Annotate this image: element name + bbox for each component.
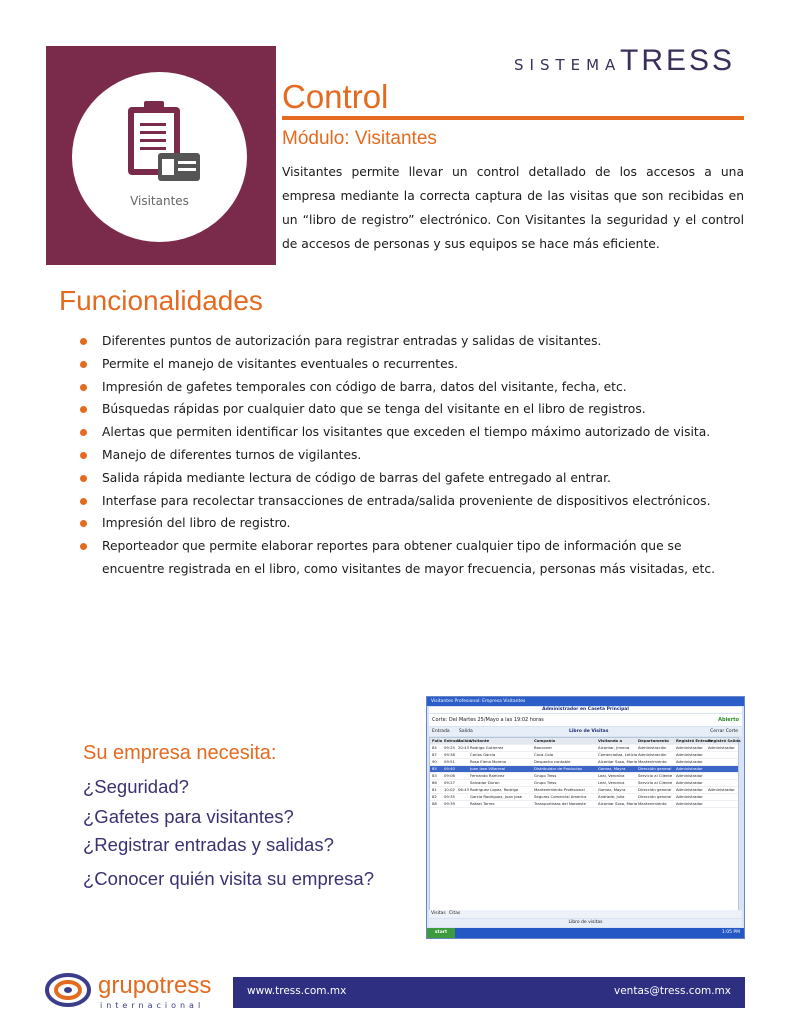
table-cell: Mantenimiento	[638, 801, 667, 806]
email-link[interactable]: ventas@tress.com.mx	[614, 985, 731, 997]
features-list	[78, 330, 718, 581]
table-row[interactable]	[430, 773, 738, 780]
table-cell: Administrador	[676, 759, 703, 764]
table-cell: Coca-Cola	[534, 752, 554, 757]
needs-heading: Su empresa necesita:	[83, 742, 277, 764]
table-row[interactable]	[430, 780, 738, 787]
list-item: Salida rápida mediante lectura de código de barras del gafete entregado al entrar.	[78, 467, 718, 490]
table-cell: 88	[432, 801, 437, 806]
cerrar-corte-button[interactable]: Cerrar Corte	[710, 729, 738, 734]
corte-label: Corte: Del Martes 25/Mayo a las 19:02 horas	[432, 717, 544, 723]
table-cell: Administrador	[708, 787, 735, 792]
table-cell: 09:27	[444, 780, 455, 785]
table-cell: Transportistas del Noroeste	[534, 801, 586, 806]
intro-paragraph: Visitantes permite llevar un control detallado de los accesos a una empresa mediante la correcta captura de las visitas que son recibidas en un “libro de registro” electrónico. Con Visitantes la seguridad y el control de accesos de personas y sus equipos se hace más eficiente.	[282, 165, 744, 251]
table-cell: 09:35	[444, 794, 455, 799]
features-heading: Funcionalidades	[59, 285, 263, 316]
module-hero	[46, 46, 276, 265]
module-badge	[72, 72, 247, 242]
list-item: Impresión del libro de registro.	[78, 512, 718, 535]
bullet-icon	[80, 498, 87, 505]
brand-name: TRESS	[620, 44, 736, 77]
table-cell: 84	[432, 745, 437, 750]
entrada-button[interactable]: Entrada	[432, 729, 450, 734]
table-cell: Rodrigo Gutierrez	[470, 745, 504, 750]
table-cell: 90	[432, 759, 437, 764]
table-cell: Entrada	[444, 738, 461, 743]
clipboard-icon	[122, 97, 202, 192]
table-cell: Servicio al Cliente	[638, 780, 673, 785]
table-cell: 09:40	[444, 766, 455, 771]
bullet-icon	[80, 452, 87, 459]
list-item: Permite el manejo de visitantes eventuales o recurrentes.	[78, 353, 718, 376]
list-item: Interfase para recolectar transacciones de entrada/salida proveniente de dispositivos electrónicos.	[78, 490, 718, 513]
table-row[interactable]	[430, 766, 738, 773]
table-row[interactable]	[430, 752, 738, 759]
table-cell: 09:51	[444, 759, 455, 764]
table-cell: Rafael Torres	[470, 801, 495, 806]
bullet-icon	[80, 406, 87, 413]
grupotress-emblem-icon	[46, 972, 92, 1008]
table-cell: 86	[432, 780, 437, 785]
corte-bar	[429, 714, 742, 726]
table-cell: Rodriguez Lopez, Rodrigo	[470, 787, 519, 792]
list-item: Reporteador que permite elaborar reportes para obtener cualquier tipo de información que se encuentre registrada en el libro, como visitantes de mayor frecuencia, personas más visitadas, etc.	[78, 535, 718, 581]
table-cell: Registró Entrada	[676, 738, 713, 743]
logo-wordmark: grupotress	[98, 972, 212, 999]
table-row[interactable]	[430, 801, 738, 808]
table-cell: Dirección general	[638, 787, 672, 792]
table-cell: Administrador	[708, 745, 735, 750]
table-row[interactable]	[430, 745, 738, 752]
table-cell: Servicio al Cliente	[638, 773, 673, 778]
list-item: Búsquedas rápidas por cualquier dato que se tenga del visitante en el libro de registros.	[78, 398, 718, 421]
table-cell: Alcantar, Jimena	[598, 745, 630, 750]
bullet-icon	[80, 429, 87, 436]
logo-subtitle: internacional	[100, 1001, 205, 1010]
table-cell: 09:39	[444, 801, 455, 806]
table-cell: Gomez, Mayra	[598, 766, 626, 771]
table-cell: 06:43	[458, 787, 469, 792]
list-item: Impresión de gafetes temporales con código de barra, datos del visitante, fecha, etc.	[78, 376, 718, 399]
table-cell: Leal, Veronica	[598, 773, 625, 778]
table-cell: Administrador	[676, 752, 703, 757]
page-title: Control	[282, 78, 389, 115]
table-row[interactable]	[430, 794, 738, 801]
table-cell: Administración	[638, 745, 667, 750]
start-button[interactable]: start	[427, 928, 455, 938]
bullet-icon	[80, 361, 87, 368]
brand-prefix: SISTEMA	[514, 56, 622, 74]
module-badge-label: Visitantes	[130, 194, 189, 208]
need-know-visitors: ¿Conocer quién visita su empresa?	[83, 868, 375, 889]
bullet-icon	[80, 475, 87, 482]
title-rule	[282, 116, 744, 120]
bullet-icon	[80, 520, 87, 527]
list-item: Diferentes puntos de autorización para registrar entradas y salidas de visitantes.	[78, 330, 718, 353]
book-title: Libro de Visitas	[569, 729, 609, 734]
table-cell: Administrador	[676, 745, 703, 750]
table-cell: 09:25	[444, 745, 455, 750]
list-item: Alertas que permiten identificar los visitantes que exceden el tiempo máximo autorizado de visita.	[78, 421, 718, 444]
table-cell: Salida	[458, 738, 472, 743]
window-banner: Administrador en Caseta Principal	[429, 707, 742, 713]
table-cell: Compañía	[534, 738, 556, 743]
bullet-icon	[80, 384, 87, 391]
table-cell: Comercializa, Leticia	[598, 752, 638, 757]
table-cell: Alcantar Sosa, Maria	[598, 759, 638, 764]
status-bar: Libro de visitas	[429, 919, 742, 927]
table-cell: Juan Jose Villarreal	[470, 766, 506, 771]
table-cell: Despacho contable	[534, 759, 571, 764]
table-cell: Folio	[432, 738, 443, 743]
bottom-tabs	[429, 910, 742, 918]
table-cell: 20:43	[458, 745, 469, 750]
table-cell: 09:38	[444, 752, 455, 757]
tab-citas[interactable]: Citas	[449, 911, 461, 916]
table-cell: Rosa Elena Moreno	[470, 759, 507, 764]
table-cell: Visitando a	[598, 738, 623, 743]
table-cell: Registró Salida	[708, 738, 741, 743]
table-cell: Distribuidor de Productos	[534, 766, 583, 771]
footer-bar	[233, 977, 745, 1008]
table-cell: Administrador	[676, 787, 703, 792]
table-cell: Mantenimiento	[638, 759, 667, 764]
need-security: ¿Seguridad?	[83, 776, 189, 797]
table-cell: Salvador Duran	[470, 780, 500, 785]
bullet-icon	[80, 543, 87, 550]
list-item: Manejo de diferentes turnos de vigilantes.	[78, 444, 718, 467]
table-header[interactable]	[430, 738, 741, 745]
taskbar-clock: 1:05 PM	[721, 930, 740, 935]
table-row[interactable]	[430, 759, 738, 766]
table-cell: Administrador	[676, 766, 703, 771]
table-cell: 83	[432, 773, 437, 778]
table-cell: 10:02	[444, 787, 455, 792]
app-screenshot	[426, 696, 745, 939]
table-cell: Dirección general	[638, 794, 672, 799]
table-cell: Leal, Veronica	[598, 780, 625, 785]
visits-table	[429, 737, 739, 911]
table-cell: Seguros Comercial America	[534, 794, 587, 799]
bullet-icon	[80, 338, 87, 345]
table-cell: Dirección general	[638, 766, 672, 771]
table-cell: Alcantar Sosa, Maria	[598, 801, 638, 806]
table-cell: 81	[432, 787, 437, 792]
table-row[interactable]	[430, 787, 738, 794]
table-cell: Visitante	[470, 738, 490, 743]
page-subtitle: Módulo: Visitantes	[282, 128, 437, 149]
abierto-status: Abierto	[718, 717, 739, 723]
table-cell: Administrador	[676, 801, 703, 806]
table-cell: 87	[432, 752, 437, 757]
table-cell: 85	[432, 766, 437, 771]
need-badges: ¿Gafetes para visitantes?	[83, 806, 294, 827]
table-cell: Grupo Tress	[534, 780, 557, 785]
salida-button[interactable]: Salida	[459, 729, 473, 734]
website-link[interactable]: www.tress.com.mx	[247, 985, 347, 997]
toolbar	[429, 727, 742, 736]
table-cell: 82	[432, 794, 437, 799]
table-cell: Andrade, Julia	[598, 794, 625, 799]
table-cell: Carlos Garcia	[470, 752, 496, 757]
taskbar	[427, 928, 744, 938]
grupotress-logo	[46, 970, 226, 1014]
table-cell: Garcia Rodriguez, Juan Jose	[470, 794, 523, 799]
tab-visitas[interactable]: Visitas	[431, 911, 446, 916]
table-cell: Administrador	[676, 794, 703, 799]
window-titlebar: Visitantes Profesional: Empresa Visitantes	[427, 697, 744, 706]
table-cell: Administrador	[676, 773, 703, 778]
table-cell: Administrador	[676, 780, 703, 785]
table-cell: Mantenimiento Profesional	[534, 787, 585, 792]
table-cell: Grupo Tress	[534, 773, 557, 778]
need-register: ¿Registrar entradas y salidas?	[83, 834, 334, 855]
table-cell: Departamento	[638, 738, 669, 743]
table-cell: Administración	[638, 752, 667, 757]
table-cell: Fernando Ramirez	[470, 773, 505, 778]
table-cell: Banconer	[534, 745, 553, 750]
table-cell: 09:06	[444, 773, 455, 778]
table-cell: Gomez, Mayra	[598, 787, 626, 792]
